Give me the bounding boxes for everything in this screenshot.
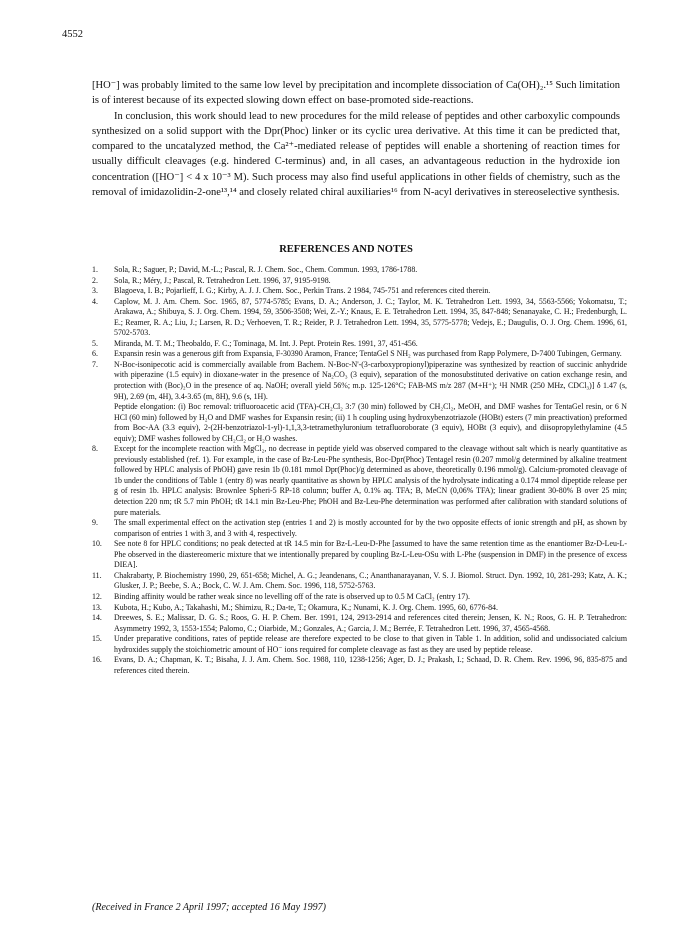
reference-number: 1. <box>92 265 98 274</box>
reference-text: See note 8 for HPLC conditions; no peak detected at tR 14.5 min for Bz-L-Leu-D-Phe [assumed to have the same retention time as the enantiomer Bz-D-Leu-L-Phe observed in the diastereomeric mixture that we intentionally prepared by coupling Bz-L-Leu-OSu with L-Phe (suspension in DMF) in the presence of excess DIEA]. <box>114 539 627 570</box>
reference-number: 16. <box>92 655 102 665</box>
paragraph: [HO⁻] was probably limited to the same low level by precipitation and incomplete dissociation of Ca(OH)₂.¹⁵ Such limitation is of interest because of its expected slowing down effect on base-promoted side-reactions. <box>92 80 620 107</box>
reference-number: 10. <box>92 539 102 549</box>
reference-item <box>92 518 627 539</box>
reference-number: 9. <box>92 518 98 528</box>
reference-text: Chakrabarty, P. Biochemistry 1990, 29, 651-658; Michel, A. G.; Jeandenans, C.; Ananthanarayanan, V. S. J. Biomol. Struct. Dyn. 1992, 10, 281-293; Katz, A. K.; Glusker, J. P.; Beebe, S. A.; Bock, C. W. J. Am. Chem. Soc. 1996, 118, 5752-5763. <box>114 570 627 591</box>
reference-item <box>92 265 627 276</box>
reference-item <box>92 286 627 297</box>
reference-number: 7. <box>92 359 98 369</box>
reference-text: Miranda, M. T. M.; Theobaldo, F. C.; Tominaga, M. Int. J. Pept. Protein Res. 1991, 37, 451-456. <box>114 338 418 348</box>
reference-item <box>92 297 627 339</box>
references-heading: REFERENCES AND NOTES <box>279 244 413 255</box>
reference-number: 2. <box>92 275 98 285</box>
paragraph: In conclusion, this work should lead to new procedures for the mild release of peptides and other carboxylic compounds synthesized on a solid support with the Dpr(Phoc) linker or its cyclic urea derivative. At this time it can be predicted that, compared to the uncatalyzed method, the Ca²⁺-mediated release of peptides will enable a shortening of reaction times for usually difficult cleavages (e.g. hindered C-terminus) and, in all cases, an advantageous reduction in the hydroxide ion concentration ([HO⁻] < 4 x 10⁻³ M). Such process may also find useful applications in other fields of chemistry, such as the removal of imidazolidin-2-one¹³,¹⁴ and closely related chiral auxiliaries¹⁶ from N-acyl derivatives in stereoselective synthesis. <box>92 110 620 199</box>
reference-text: Under preparative conditions, rates of peptide release are therefore expected to be close to that given in Table 1. In addition, solid and undissociated calcium hydroxides supply the stoichiometric amount of HO⁻ ions required for complete cleavage as fast as they are used by peptide release. <box>114 634 627 654</box>
reference-number: 13. <box>92 602 102 612</box>
reference-number: 14. <box>92 613 102 623</box>
reference-text: Expansin resin was a generous gift from Expansia, F-30390 Aramon, France; TentaGel S NH₂ was purchased from Rapp Polymere, D-7400 Tubingen, Germany. <box>114 349 622 359</box>
received-note: (Received in France 2 April 1997; accepted 16 May 1997) <box>92 902 326 913</box>
reference-text: Kubota, H.; Kubo, A.; Takahashi, M.; Shimizu, R.; Da-te, T.; Okamura, K.; Nunami, K. J. Org. Chem. 1995, 60, 6776-84. <box>114 602 498 612</box>
reference-item <box>92 592 627 603</box>
reference-number: 4. <box>92 296 98 306</box>
reference-number: 12. <box>92 591 102 601</box>
reference-text: Except for the incomplete reaction with MgCl₂, no decrease in peptide yield was observed compared to the cleavage without salt which is nearly quantitative as previously established (ref. 1). For example, in the case of Bz-Leu-Phe synthesis, Boc-Dpr(Phoc) Tentagel resin (0.207 mmol/g determined by alkaline treatment followed by HPLC analysis of PhOH) gave resin 1b (0.181 mmol Dpr(Phoc)/g determined as above, theoretically 0.196 mmol/g). Calcium-promoted cleavage of 1b under the conditions of Table 1 (entry 8) was nearly quantitative as shown by HPLC analysis of the hydrolysate indicating a 0.174 mmol dipeptide release per g of resin 1b. HPLC analysis: Brownlee Spheri-5 RP-18 column; buffer A, 0.1% aq. TFA; B, MeCN (0,06% TFA); linear gradient 30-80% B over 25 min; detection 220 nm; tR 5.7 min PhOH; tR 14.1 min Bz-Leu-Phe; PhOH and Bz-Leu-Phe determination was performed after calibration with standard solutions of pure materials. <box>114 444 627 517</box>
reference-item <box>92 360 627 444</box>
page-number: 4552 <box>62 29 83 40</box>
reference-item <box>92 571 627 592</box>
reference-item <box>92 539 627 571</box>
reference-item <box>92 655 627 676</box>
reference-text: Sola, R.; Saguer, P.; David, M.-L.; Pascal, R. J. Chem. Soc., Chem. Commun. 1993, 1786-1788. <box>114 265 418 274</box>
references-list <box>92 265 627 676</box>
reference-text: Sola, R.; Méry, J.; Pascal, R. Tetrahedron Lett. 1996, 37, 9195-9198. <box>114 275 331 285</box>
reference-number: 3. <box>92 286 98 296</box>
reference-number: 11. <box>92 570 102 580</box>
reference-item <box>92 634 627 655</box>
reference-item <box>92 276 627 287</box>
reference-text: Evans, D. A.; Chapman, K. T.; Bisaha, J. J. Am. Chem. Soc. 1988, 110, 1238-1256; Ager, D. J.; Prakash, I.; Schaad, D. R. Chem. Rev. 1996, 96, 835-875 and references cited therein. <box>114 655 627 675</box>
reference-item <box>92 339 627 350</box>
body-text <box>92 78 620 200</box>
reference-text: N-Boc-isonipecotic acid is commercially available from Bachem. N-Boc-N'-(3-carboxypropionyl)piperazine was synthesized by reaction of succinic anhydride with piperazine (1.5 equiv) in dioxane-water in the presence of Na₂CO₃ (3 equiv), separation of the monosubstituted derivative on cation exchange resin, and protection with (Boc)₂O in the presence of aq. NaOH; overall yield 56%; m.p. 125-126°C; FAB-MS m/z 287 (M+H⁺); ¹H NMR (250 MHz, CDCl₃)] δ 1.47 (s, 9H), 2.69 (m, 4H), 3.4-3.65 (m, 8H), 9.6 (s, 1H). Peptide elongation: (i) Boc removal: trifluoroacetic acid (TFA)-CH₂Cl₂ 3:7 (30 min) followed by CH₂Cl₂, MeOH, and DMF washes for TentaGel resin, or 6 N HCl (60 min) followed by H₂O and DMF washes for Expansin resin; (ii) 1 h coupling using hydroxybenzotriazole (HOBt) esters (7 min preactivation) preformed from Boc-AA (3.3 equiv), 2-(2H-benzotriazol-1-yl)-1,1,3,3-tetramethyluronium tetrafluoroborate (3 equiv), HOBt (3 equiv), and diisopropylethylamine (4.5 equiv); DMF washes followed by CH₂Cl₂ or H₂O washes. <box>114 359 627 443</box>
reference-item <box>92 349 627 360</box>
reference-text: The small experimental effect on the activation step (entries 1 and 2) is mostly accounted for by the two opposite effects of ionic strength and pH, as shown by comparison of entries 1 with 3, and 3 with 4, respectively. <box>114 518 627 538</box>
reference-text: Dreewes, S. E.; Malissar, D. G. S.; Roos, G. H. P. Chem. Ber. 1991, 124, 2913-2914 and references cited therein; Jensen, K. N.; Roos, G. H. P. Tetrahedron: Asymmetry 1992, 3, 1553-1554; Palomo, C.; Oiarbide, M.; Gonzales, A.; Garcia, J. M.; Berrée, F. Tetrahedron Lett. 1996, 37, 4565-4568. <box>114 613 627 633</box>
reference-number: 15. <box>92 634 102 644</box>
reference-item <box>92 603 627 614</box>
reference-number: 6. <box>92 349 98 359</box>
reference-item <box>92 444 627 518</box>
reference-text: Caplow, M. J. Am. Chem. Soc. 1965, 87, 5774-5785; Evans, D. A.; Anderson, J. C.; Taylor, M. K. Tetrahedron Lett. 1993, 34, 5563-5566; Yokomatsu, T.; Arakawa, A.; Shibuya, S. J. Org. Chem. 1994, 59, 3506-3508; Wei, Z.-Y.; Knaus, E. E. Tetrahedron Lett. 1994, 35, 847-848; Senanayake, C. H.; Fredenburgh, L. E.; Reamer, R. A.; Liu, J.; Larsen, R. D.; Verhoeven, T. R.; Reider, P. J. Tetrahedron Lett. 1994, 35, 5775-5778; Vedejs, E.; Daugulis, O. J. Org. Chem. 1996, 61, 5702-5703. <box>114 296 627 338</box>
reference-number: 5. <box>92 338 98 348</box>
reference-number: 8. <box>92 444 98 454</box>
reference-text: Binding affinity would be rather weak since no levelling off of the rate is observed up to 0.5 M CaCl₂ (entry 17). <box>114 591 470 601</box>
reference-item <box>92 613 627 634</box>
reference-text: Blagoeva, I. B.; Pojarlieff, I. G.; Kirby, A. J. J. Chem. Soc., Perkin Trans. 2 1984, 745-751 and references cited therein. <box>114 286 491 296</box>
